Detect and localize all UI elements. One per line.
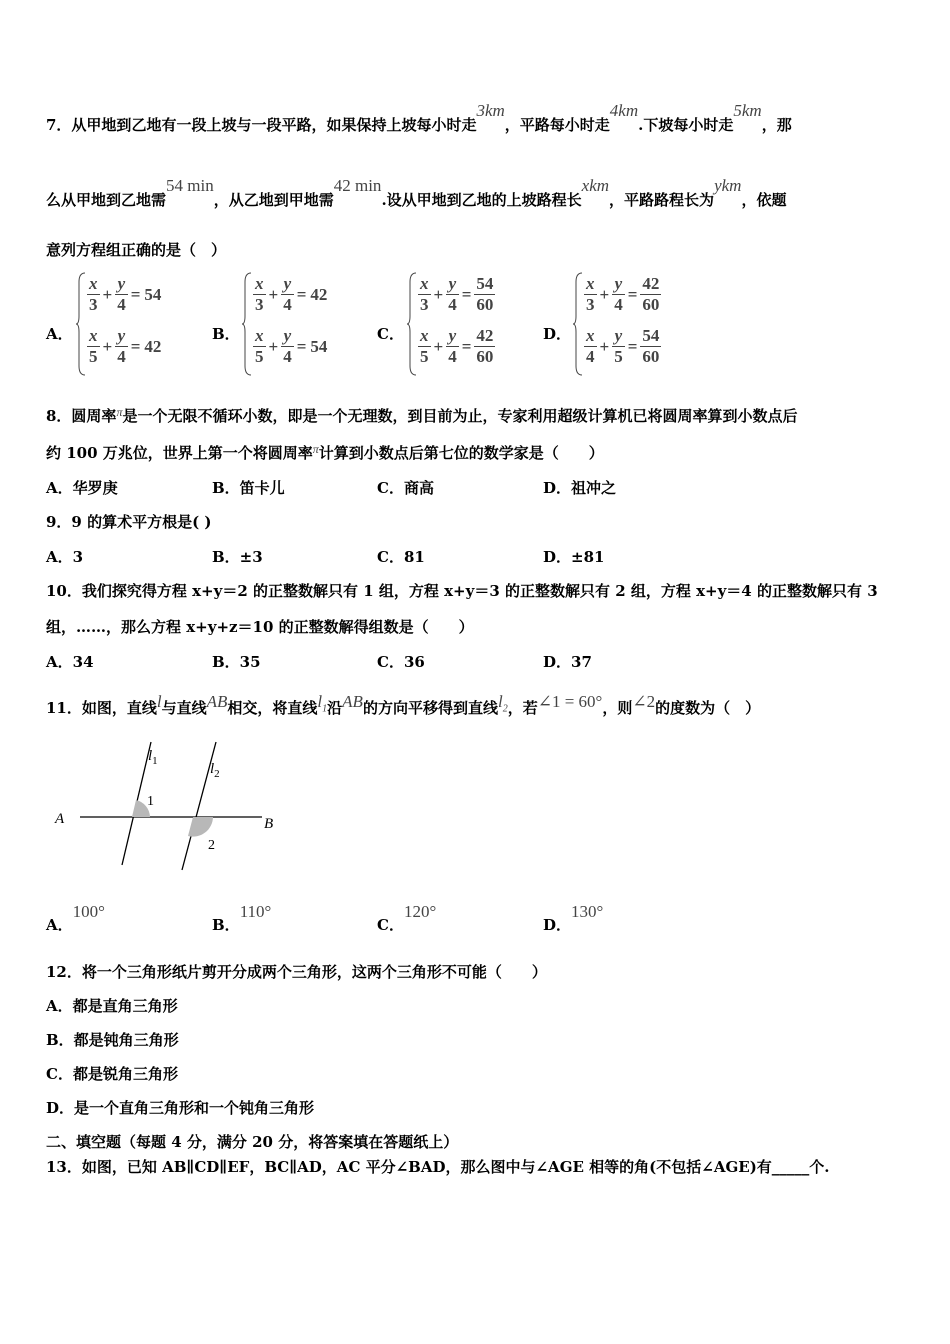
q10-line1: 10．我们探究得方程 x+y＝2 的正整数解只有 1 组，方程 x+y＝3 的正整数解只有 2 组，方程 x+y＝4 的正整数解只有 3 <box>46 582 878 600</box>
q10-option-a[interactable]: A．34 <box>46 653 94 671</box>
q11-line1: 11．如图，直线l与直线AB相交，将直线$l_1$沿AB的方向平移得到直线$l_2$，若∠1 = 60°，则∠2的度数为（ ） <box>46 692 761 717</box>
section-heading-fill-in: 二、填空题（每题 4 分，满分 20 分，将答案填在答题纸上） <box>46 1133 459 1151</box>
q9-option-c[interactable]: C．81 <box>377 548 425 566</box>
q7-option-label: D． <box>543 325 572 343</box>
q8-line1: 8．圆周率$^\pi$是一个无限不循环小数，即是一个无理数，到目前为止，专家利用超级计算机已将圆周率算到小数点后 <box>46 405 798 425</box>
q8-line2: 约 100 万兆位，世界上第一个将圆周率$^\pi$计算到小数点后第七位的数学家是（ ） <box>46 442 604 462</box>
q8-option-d[interactable]: D．祖冲之 <box>543 479 617 497</box>
q12-option-d[interactable]: D．是一个直角三角形和一个钝角三角形 <box>46 1099 315 1117</box>
q10-option-b[interactable]: B．35 <box>212 653 261 671</box>
q11-figure <box>50 740 290 880</box>
q9-question: 9．9 的算术平方根是( ) <box>46 513 212 531</box>
q7-line3: 意列方程组正确的是（ ） <box>46 241 227 259</box>
q11-line-l2: $l_2$ <box>497 692 508 715</box>
brace-icon <box>407 272 417 376</box>
q7-speed-flat: 4km <box>609 101 639 120</box>
q9-option-a[interactable]: A．3 <box>46 548 84 566</box>
equation-row: $\frac{x}{5}$ + $\frac{y}{4}$ = 54 <box>255 326 328 366</box>
label-angle-1: 1 <box>147 794 154 809</box>
equation-row: $\frac{x}{3}$ + $\frac{y}{4}$ = $\frac{42}{60}$ <box>586 274 660 314</box>
q11-option-c[interactable]: C．120° <box>377 902 437 934</box>
q12-option-c[interactable]: C．都是锐角三角形 <box>46 1065 178 1083</box>
brace-icon <box>76 272 86 376</box>
label-angle-2: 2 <box>208 838 215 853</box>
q8-pi-symbol: π <box>116 405 123 419</box>
q7-line1: 7．从甲地到乙地有一段上坡与一段平路，如果保持上坡每小时走3km，平路每小时走4km.下坡每小时走5km，那 <box>46 101 792 134</box>
q7-option-label: A． <box>46 325 73 343</box>
label-a: A <box>55 811 65 827</box>
q7-option-d[interactable] <box>543 272 703 377</box>
q10-line2: 组，……，那么方程 x+y+z＝10 的正整数解得组数是（ ） <box>46 618 474 636</box>
q11-condition: ∠1 = 60° <box>537 692 603 711</box>
q7-option-label: C． <box>377 325 404 343</box>
q8-option-b[interactable]: B．笛卡儿 <box>212 479 285 497</box>
label-l2: $l_2$ <box>210 761 220 780</box>
equation-row: $\frac{x}{3}$ + $\frac{y}{4}$ = 54 <box>89 274 162 314</box>
label-b: B <box>264 816 274 832</box>
q8-pi-symbol-2: π <box>312 442 319 456</box>
q11-direction-ab: AB <box>342 692 363 711</box>
q12-option-a[interactable]: A．都是直角三角形 <box>46 997 178 1015</box>
q11-line-l: l <box>156 692 162 711</box>
q7-option-c[interactable] <box>377 272 537 377</box>
q7-var-x: xkm <box>581 176 610 195</box>
q7-time-ab: 54 min <box>166 176 214 195</box>
q11-option-d[interactable]: D．130° <box>543 902 604 934</box>
q12-option-b[interactable]: B．都是钝角三角形 <box>46 1031 179 1049</box>
q7-line2: 么从甲地到乙地需54 min，从乙地到甲地需42 min.设从甲地到乙地的上坡路程长xkm，平路路程长为ykm，依题 <box>46 176 787 209</box>
q12-question: 12．将一个三角形纸片剪开分成两个三角形，这两个三角形不可能（ ） <box>46 963 547 981</box>
q7-option-b[interactable] <box>212 272 372 377</box>
q11-option-a[interactable]: A．100° <box>46 902 105 934</box>
equation-row: $\frac{x}{4}$ + $\frac{y}{5}$ = $\frac{54}{60}$ <box>586 326 660 366</box>
q7-speed-downhill: 5km <box>733 101 762 120</box>
q10-option-c[interactable]: C．36 <box>377 653 425 671</box>
brace-icon <box>242 272 252 376</box>
q8-option-c[interactable]: C．商高 <box>377 479 434 497</box>
q7-option-label: B． <box>212 325 240 343</box>
q13-question: 13．如图，已知 AB∥CD∥EF，BC∥AD，AC 平分∠BAD，那么图中与∠AGE 相等的角(不包括∠AGE)有_____个. <box>46 1158 830 1176</box>
q8-option-a[interactable]: A．华罗庚 <box>46 479 118 497</box>
equation-row: $\frac{x}{5}$ + $\frac{y}{4}$ = $\frac{42}{60}$ <box>420 326 494 366</box>
q10-option-d[interactable]: D．37 <box>543 653 592 671</box>
q7-speed-uphill: 3km <box>476 101 505 120</box>
q11-angle-2: ∠2 <box>632 692 656 711</box>
label-l1: $l_1$ <box>148 748 158 767</box>
angle-2-arc <box>188 817 213 837</box>
q7-option-a[interactable] <box>46 272 206 377</box>
equation-row: $\frac{x}{3}$ + $\frac{y}{4}$ = $\frac{54}{60}$ <box>420 274 494 314</box>
q11-line-ab: AB <box>206 692 228 711</box>
q9-option-d[interactable]: D．±81 <box>543 548 605 566</box>
q7-var-y: ykm <box>714 176 742 195</box>
brace-icon <box>573 272 583 376</box>
q11-line-l1: $l_1$ <box>317 692 328 715</box>
q11-option-b[interactable]: B．110° <box>212 902 272 934</box>
q9-option-b[interactable]: B．±3 <box>212 548 263 566</box>
equation-row: $\frac{x}{3}$ + $\frac{y}{4}$ = 42 <box>255 274 328 314</box>
equation-row: $\frac{x}{5}$ + $\frac{y}{4}$ = 42 <box>89 326 162 366</box>
q7-time-ba: 42 min <box>333 176 382 195</box>
